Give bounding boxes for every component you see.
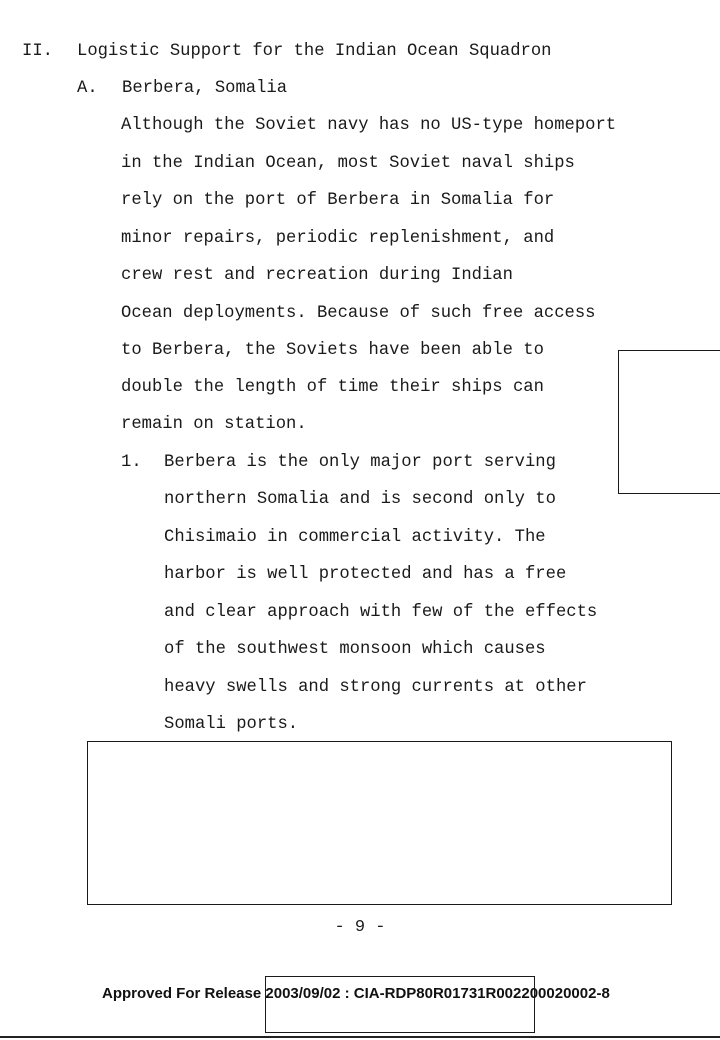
item-line: northern Somalia and is second only to [164, 490, 556, 509]
paragraph-line: Although the Soviet navy has no US-type homeport [121, 116, 617, 135]
redaction-box-footer [265, 976, 535, 1033]
subsection-letter: A. [77, 79, 98, 98]
paragraph-line: minor repairs, periodic replenishment, and [121, 229, 555, 248]
subsection-title: Berbera, Somalia [122, 79, 288, 98]
redaction-box-middle [87, 741, 672, 905]
item-line: Berbera is the only major port serving [164, 453, 556, 472]
release-stamp: Approved For Release 2003/09/02 : CIA-RDP80R01731R002200020002-8 [102, 985, 610, 1002]
paragraph-line: Ocean deployments. Because of such free access [121, 304, 596, 323]
item-line: Somali ports. [164, 715, 299, 734]
paragraph-line: to Berbera, the Soviets have been able to [121, 341, 544, 360]
paragraph-line: remain on station. [121, 415, 307, 434]
item-number: 1. [121, 453, 142, 472]
item-line: Chisimaio in commercial activity. The [164, 528, 546, 547]
redaction-box-right [618, 350, 720, 494]
section-number: II. [22, 42, 53, 61]
item-line: harbor is well protected and has a free [164, 565, 567, 584]
paragraph-line: in the Indian Ocean, most Soviet naval ships [121, 154, 575, 173]
paragraph-line: rely on the port of Berbera in Somalia for [121, 191, 555, 210]
item-line: of the southwest monsoon which causes [164, 640, 546, 659]
section-title: Logistic Support for the Indian Ocean Squadron [77, 42, 552, 61]
bottom-rule [0, 1036, 720, 1038]
paragraph-line: double the length of time their ships can [121, 378, 544, 397]
page-number: - 9 - [334, 918, 386, 937]
item-line: and clear approach with few of the effects [164, 603, 598, 622]
item-line: heavy swells and strong currents at other [164, 678, 587, 697]
paragraph-line: crew rest and recreation during Indian [121, 266, 513, 285]
